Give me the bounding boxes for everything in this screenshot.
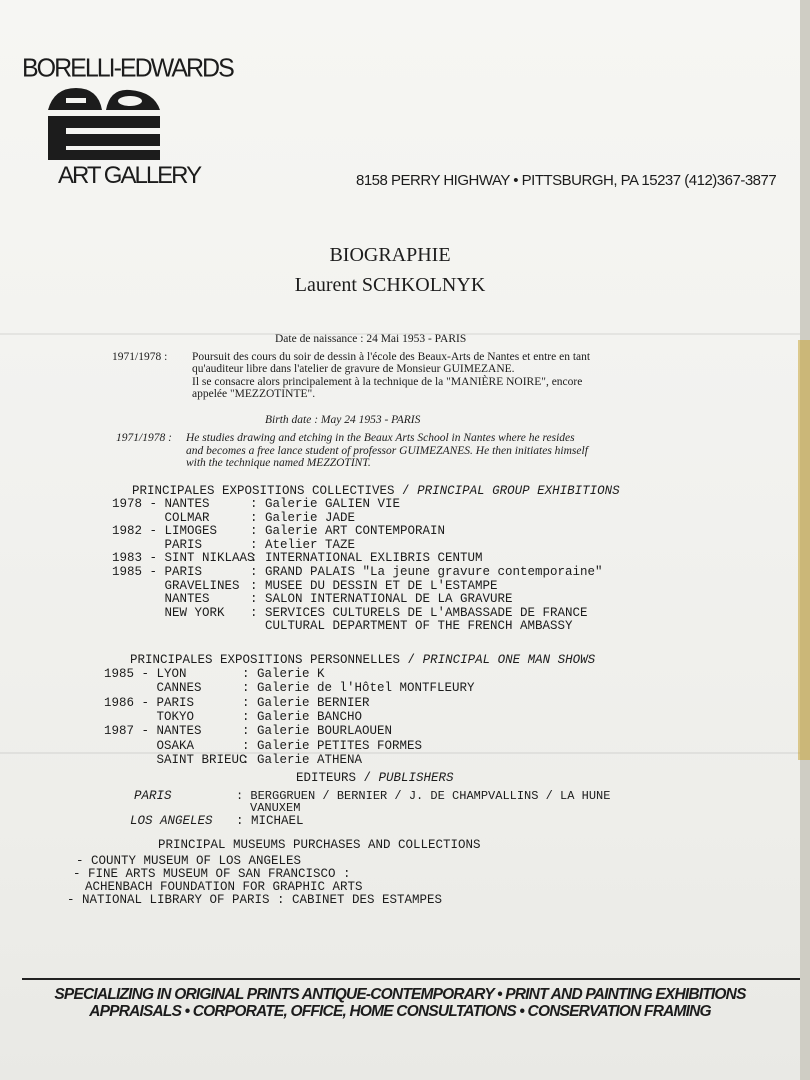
birth-date-fr: Date de naissance : 24 Mai 1953 - PARIS <box>275 333 467 345</box>
publisher-city: PARIS <box>134 789 172 803</box>
gallery-logo-icon <box>44 84 164 164</box>
exhibition-venue: : SALON INTERNATIONAL DE LA GRAVURE <box>250 592 513 607</box>
bio-line: with the technique named MEZZOTINT. <box>186 457 371 469</box>
bio-years-en: 1971/1978 : <box>116 432 172 444</box>
solo-heading-fr: PRINCIPALES EXPOSITIONS PERSONNELLES / <box>130 653 416 667</box>
exhibition-venue: : MUSEE DU DESSIN ET DE L'ESTAMPE <box>250 578 498 593</box>
exhibition-venue: : Galerie de l'Hôtel MONTFLEURY <box>242 681 475 696</box>
exhibition-venue: : Galerie JADE <box>250 510 356 525</box>
birth-date-en: Birth date : May 24 1953 - PARIS <box>265 414 421 426</box>
solo-heading-en: PRINCIPAL ONE MAN SHOWS <box>422 653 596 667</box>
exhibition-place: TOKYO <box>104 709 195 724</box>
footer-rule <box>22 978 800 980</box>
exhibition-place: NEW YORK <box>112 605 225 620</box>
publishers-heading <box>296 771 454 785</box>
museum-item: - FINE ARTS MUSEUM OF SAN FRANCISCO : <box>73 867 351 881</box>
publisher-city: LOS ANGELES <box>130 814 213 828</box>
exhibition-venue: : Galerie GALIEN VIE <box>250 497 401 511</box>
gallery-name: BORELLI-EDWARDS <box>22 53 233 83</box>
exhibition-place: 1982 - LIMOGES <box>112 524 218 539</box>
bio-years-fr: 1971/1978 : <box>112 351 168 363</box>
exhibition-place: NANTES <box>112 592 210 607</box>
exhibition-venue: : Galerie ATHENA <box>242 752 363 767</box>
artist-name: Laurent SCHKOLNYK <box>294 274 486 296</box>
footer-services: SPECIALIZING IN ORIGINAL PRINTS ANTIQUE-CONTEMPORARY • PRINT AND PAINTING EXHIBITIONS <box>54 986 746 1003</box>
publishers-heading-fr: EDITEURS / <box>296 771 372 785</box>
exhibition-venue: : Galerie ART CONTEMPORAIN <box>250 524 446 539</box>
museums-heading: PRINCIPAL MUSEUMS PURCHASES AND COLLECTIONS <box>158 838 481 852</box>
gallery-subtitle: ART GALLERY <box>58 162 201 189</box>
bio-line: appelée "MEZZOTINTE". <box>192 388 316 400</box>
exhibition-place: COLMAR <box>112 510 210 525</box>
bio-line: qu'auditeur libre dans l'atelier de gravure de Monsieur GUIMEZANE. <box>192 363 515 375</box>
group-heading-fr: PRINCIPALES EXPOSITIONS COLLECTIVES / <box>132 484 410 498</box>
museum-item: ACHENBACH FOUNDATION FOR GRAPHIC ARTS <box>70 880 363 894</box>
group-heading <box>132 484 620 498</box>
exhibition-place: OSAKA <box>104 738 195 753</box>
bio-line: Il se consacre alors principalement à la technique de la "MANIÈRE NOIRE", encore <box>192 376 583 388</box>
exhibition-place: 1986 - PARIS <box>104 695 195 710</box>
publishers-heading-en: PUBLISHERS <box>378 771 454 785</box>
background-edge <box>798 340 810 760</box>
exhibition-venue: CULTURAL DEPARTMENT OF THE FRENCH AMBASSY <box>250 619 573 634</box>
exhibition-place: SAINT BRIEUC <box>104 752 247 767</box>
exhibition-place: 1985 - PARIS <box>112 565 203 579</box>
exhibition-venue: : INTERNATIONAL EXLIBRIS CENTUM <box>250 551 483 566</box>
exhibition-venue: : Galerie BANCHO <box>242 709 363 724</box>
solo-heading <box>130 653 595 667</box>
exhibition-place: PARIS <box>112 537 203 552</box>
exhibition-venue: : SERVICES CULTURELS DE L'AMBASSADE DE FRANCE <box>250 605 588 620</box>
exhibition-venue: : GRAND PALAIS "La jeune gravure contemporaine" <box>250 565 603 579</box>
exhibition-place: 1978 - NANTES <box>112 497 210 511</box>
exhibition-place: CANNES <box>104 681 202 696</box>
document-title: BIOGRAPHIE <box>329 244 451 266</box>
exhibition-venue: : Galerie BERNIER <box>242 695 370 710</box>
gallery-address: 8158 PERRY HIGHWAY • PITTSBURGH, PA 15237 (412)367-3877 <box>356 172 777 189</box>
exhibition-place: GRAVELINES <box>112 578 240 593</box>
museum-item: - COUNTY MUSEUM OF LOS ANGELES <box>76 854 302 868</box>
publisher-list: VANUXEM <box>250 801 301 815</box>
bio-line: and becomes a free lance student of professor GUIMEZANES. He then initiates himself <box>186 445 588 457</box>
exhibition-place: 1987 - NANTES <box>104 724 202 739</box>
publisher-list: : MICHAEL <box>236 814 304 828</box>
exhibition-venue: : Galerie K <box>242 667 325 681</box>
museum-item: - NATIONAL LIBRARY OF PARIS : CABINET DES ESTAMPES <box>67 893 443 907</box>
footer-services: APPRAISALS • CORPORATE, OFFICE, HOME CONSULTATIONS • CONSERVATION FRAMING <box>89 1003 711 1020</box>
bio-line: He studies drawing and etching in the Beaux Arts School in Nantes where he resides <box>186 432 575 444</box>
exhibition-place: 1983 - SINT NIKLAAS <box>112 551 255 566</box>
bio-line: Poursuit des cours du soir de dessin à l'école des Beaux-Arts de Nantes et entre en tant <box>192 351 591 363</box>
exhibition-venue: : Galerie BOURLAOUEN <box>242 724 393 739</box>
exhibition-venue: : Atelier TAZE <box>250 537 356 552</box>
exhibition-place: 1985 - LYON <box>104 667 187 681</box>
exhibition-venue: : Galerie PETITES FORMES <box>242 738 423 753</box>
publisher-list: : BERGGRUEN / BERNIER / J. DE CHAMPVALLINS / LA HUNE <box>236 789 611 803</box>
group-heading-en: PRINCIPAL GROUP EXHIBITIONS <box>417 484 620 498</box>
